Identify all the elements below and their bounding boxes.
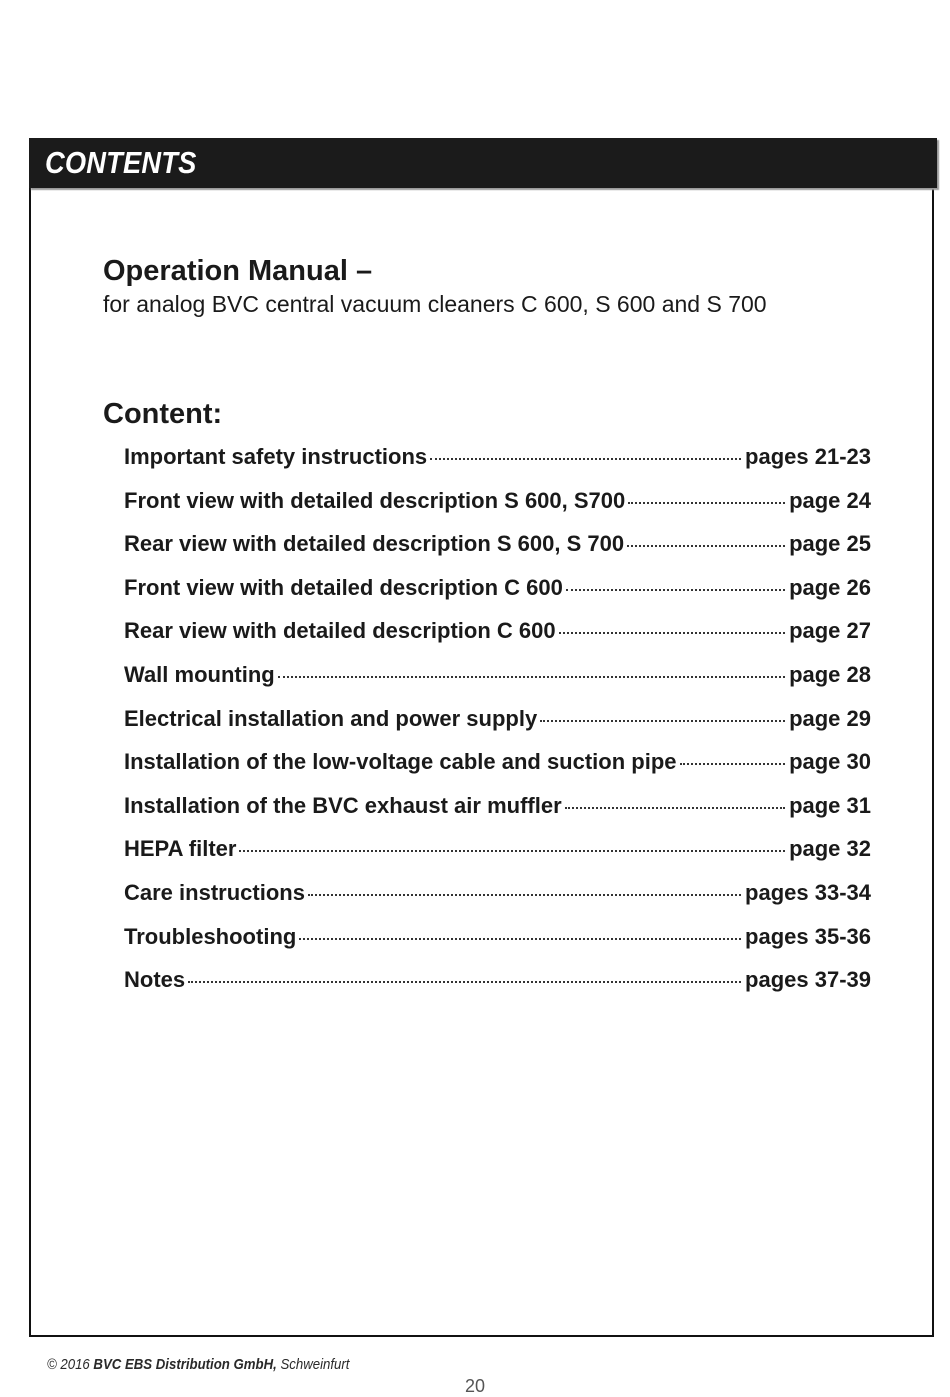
toc-entry-label: Important safety instructions <box>124 444 428 469</box>
toc-entry-label: Wall mounting <box>124 661 275 687</box>
toc-entry-page: page 29 <box>789 705 871 731</box>
toc-entry-page: pages 37-39 <box>745 967 871 993</box>
contents-header-bar <box>29 138 937 188</box>
toc-entry[interactable] <box>124 444 871 488</box>
toc-dot-leader <box>430 458 741 460</box>
toc-entry-page: page 28 <box>789 661 871 687</box>
toc-entry-label: Rear view with detailed description C 600 <box>124 618 556 644</box>
toc-entry-page: pages 35-36 <box>745 923 871 949</box>
toc-entry-label: Electrical installation and power supply <box>124 705 538 731</box>
toc-entry-label: Care instructions <box>124 879 305 905</box>
content-heading: Content: <box>103 398 223 430</box>
manual-subtitle: for analog BVC central vacuum cleaners C 600, S 600 and S 700 <box>103 291 767 317</box>
toc-entry[interactable] <box>124 488 871 532</box>
toc-dot-leader <box>278 676 785 678</box>
toc-entry[interactable] <box>124 749 871 793</box>
toc-entry-page: page 26 <box>789 574 871 600</box>
toc-entry[interactable] <box>124 836 871 880</box>
toc-entry-page: pages 33-34 <box>745 879 871 905</box>
toc-entry-label: Front view with detailed description S 600, S700 <box>124 487 626 513</box>
toc-entry[interactable] <box>124 531 871 575</box>
toc-dot-leader <box>188 981 741 983</box>
toc-entry-page: page 30 <box>789 749 871 775</box>
toc-dot-leader <box>565 807 785 809</box>
toc-entry[interactable] <box>124 618 871 662</box>
toc-entry[interactable] <box>124 880 871 924</box>
toc-dot-leader <box>299 938 741 940</box>
toc-dot-leader <box>627 545 785 547</box>
toc-entry-label: Front view with detailed description C 600 <box>124 574 563 600</box>
contents-header-title: CONTENTS <box>45 145 197 180</box>
toc-entry-label: Notes <box>124 967 186 993</box>
toc-entry-page: page 32 <box>789 836 871 862</box>
toc-entry-label: Installation of the BVC exhaust air muffler <box>124 792 562 818</box>
toc-dot-leader <box>559 632 785 634</box>
table-of-contents <box>124 444 871 1011</box>
toc-dot-leader <box>239 850 785 852</box>
toc-dot-leader <box>566 589 785 591</box>
toc-dot-leader <box>540 720 785 722</box>
toc-entry[interactable] <box>124 706 871 750</box>
toc-entry[interactable] <box>124 924 871 968</box>
toc-entry-label: Rear view with detailed description S 600, S 700 <box>124 531 625 557</box>
toc-entry-label: Installation of the low-voltage cable and suction pipe <box>124 749 677 775</box>
toc-entry[interactable] <box>124 967 871 1011</box>
copyright-prefix: © 2016 <box>47 1356 94 1373</box>
toc-entry-label: HEPA filter <box>124 836 237 862</box>
toc-entry-page: page 31 <box>789 792 871 818</box>
toc-dot-leader <box>680 763 786 765</box>
toc-dot-leader <box>628 502 785 504</box>
toc-entry-page: page 27 <box>789 618 871 644</box>
toc-dot-leader <box>308 894 741 896</box>
toc-entry-page: pages 21-23 <box>745 444 871 469</box>
toc-entry-label: Troubleshooting <box>124 923 297 949</box>
toc-entry[interactable] <box>124 662 871 706</box>
toc-entry-page: page 24 <box>789 487 871 513</box>
company-name: BVC EBS Distribution GmbH, <box>93 1356 277 1373</box>
toc-entry[interactable] <box>124 575 871 619</box>
company-city: Schweinfurt <box>276 1356 350 1373</box>
page-number: 20 <box>464 1376 486 1396</box>
footer-copyright <box>47 1356 349 1373</box>
manual-title: Operation Manual – <box>103 255 373 287</box>
toc-entry-page: page 25 <box>789 531 871 557</box>
toc-entry[interactable] <box>124 793 871 837</box>
